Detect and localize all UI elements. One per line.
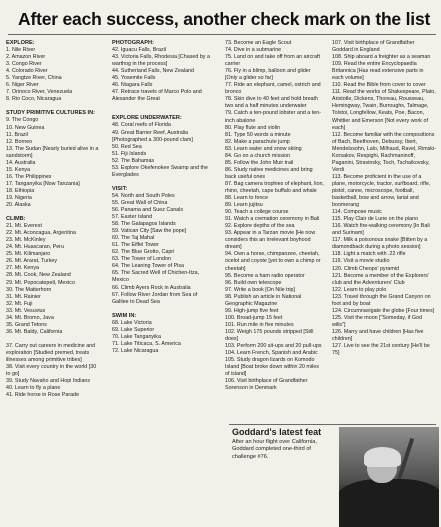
goal-item: 73. Become an Eagle Scout xyxy=(225,40,292,46)
goal-item: 30. The Matterhorn xyxy=(6,286,52,293)
section-heading: STUDY PRIMITIVE CULTURES IN: xyxy=(6,110,95,117)
goal-item: 63. The Tower of London xyxy=(112,256,171,263)
list-section xyxy=(112,313,213,355)
goal-item: 59. Vatican City [Saw the pope] xyxy=(112,228,187,235)
goal-item: 53. Explore Okefenokee Swamp and the Everglades xyxy=(112,164,208,178)
goal-item: 101. Run mile in five minutes xyxy=(225,321,294,328)
list-section xyxy=(6,110,102,209)
goal-item: 37. Carry out careers in medicine and exploration [Studied premed, treats illnesses among primitive tribes] xyxy=(6,342,96,363)
goal-item: 26. Mt. Ararat, Turkey xyxy=(6,258,58,265)
goal-item: 22. Mt. Aconcagua, Argentina xyxy=(6,230,76,237)
list-section xyxy=(112,186,213,306)
goal-item: 17. Tanganyika [Now Tanzania] xyxy=(6,180,80,187)
goal-item: 96. Build own telescope xyxy=(225,279,282,286)
goal-item: 116. Watch fire-walking ceremony [In Bali and Surinam] xyxy=(332,223,430,237)
goal-item: 16. The Philippines xyxy=(6,173,52,180)
goal-item: 52. The Bahamas xyxy=(112,157,155,164)
goal-item: 13. The Sudan [Nearly buried alive in a sandstorm] xyxy=(6,145,99,159)
goal-item: 104. Learn French, Spanish and Arabic xyxy=(225,350,318,357)
goal-item: 21. Mt. Everest xyxy=(6,223,42,230)
section-heading: PHOTOGRAPH: xyxy=(112,40,154,46)
goal-item: 18. Ethiopia xyxy=(6,187,35,194)
goal-item: 87. Bag camera trophies of elephant, lion, rhino, cheetah, cape buffalo and whale xyxy=(225,180,324,194)
goal-item: 43. Victoria Falls, Rhodesia [Chased by a warthog in the process] xyxy=(112,54,210,68)
goal-item: 90. Teach a college course xyxy=(225,209,289,216)
goal-item: 113. Become proficient in the use of a plane, motorcycle, tractor, surfboard, rifle, pistol, canoe, microscope, football, basketball, bow and arrow, lariat and boomerang xyxy=(332,173,431,209)
list-section xyxy=(332,40,436,357)
section-heading: EXPLORE UNDERWATER: xyxy=(112,115,182,122)
goal-item: 36. Mt. Baldy, California xyxy=(6,328,63,335)
goal-item: 42. Iguacu Falls, Brazil xyxy=(112,47,167,54)
goal-item: 71. Lake Titicaca, S. America xyxy=(112,340,181,347)
goal-item: 118. Light a match with .22 rifle xyxy=(332,251,406,258)
goal-item: 34. Mt. Bromo, Java xyxy=(6,314,54,321)
list-section xyxy=(6,343,102,399)
goal-item: 76. Fly in a blimp, balloon and glider [Only a glider so far] xyxy=(225,68,311,82)
list-column-4 xyxy=(332,40,436,364)
list-section xyxy=(6,216,102,336)
goal-item: 69. Lake Superior xyxy=(112,326,155,333)
photo-caption xyxy=(232,429,336,461)
goal-item: 111. Read the works of Shakespeare, Plato, Aristotle, Dickens, Thoreau, Rousseau, Hemingway, Twain, Burroughs, Talmage, Tolstoi, Longfellow, Keats, Poe, Bacon, Whittier and Emerson [Not every work of each] xyxy=(332,89,436,131)
pilot-photo xyxy=(339,427,439,527)
list-section xyxy=(112,40,213,103)
goal-item: 126. Marry and have children [Has five children] xyxy=(332,328,424,342)
goal-item: 58. The Galapagos Islands xyxy=(112,221,176,228)
goal-item: 102. Weigh 175 pounds stripped [Still does] xyxy=(225,328,314,342)
list-column-2 xyxy=(112,40,213,362)
goal-item: 27. Mt. Kenya xyxy=(6,265,39,272)
goal-item: 14. Australia xyxy=(6,159,36,166)
caption-heading: Goddard's latest feat xyxy=(232,427,322,437)
goal-item: 56. Panama and Suez Canals xyxy=(112,206,184,213)
goal-item: 25. Mt. Kilimanjaro xyxy=(6,251,51,258)
goal-item: 41. Ride horse in Rose Parade xyxy=(6,392,80,399)
goal-item: 65. The Sacred Well of Chichen-Itza, Mexico xyxy=(112,270,200,284)
goal-item: 20. Alaska xyxy=(6,202,31,209)
goal-item: 82. Make a parachute jump xyxy=(225,138,290,145)
goal-item: 38. Visit every country in the world [30 to go] xyxy=(6,364,97,378)
goal-item: 94. Own a horse, chimpanzee, cheetah, ocelot and coyote [yet to own a chimp or cheetah] xyxy=(225,251,321,272)
goal-item: 91. Watch a cremation ceremony in Bali xyxy=(225,216,320,223)
goal-item: 88. Learn to fence xyxy=(225,195,269,202)
title-divider xyxy=(8,34,436,35)
list-section xyxy=(6,40,102,103)
goal-item: 40. Learn to fly a plane xyxy=(6,385,61,392)
goal-item: 49. Great Barrier Reef, Australia [Photographed a 300-pound clam] xyxy=(112,129,193,143)
goal-item: 89. Learn jujitsu xyxy=(225,202,263,209)
caption-text: After an hour flight over California, Goddard completed one-third of challenge #76. xyxy=(232,438,317,460)
goal-item: 23. Mt. McKinley xyxy=(6,237,46,244)
goal-item: 8. Rio Coco, Nicaragua xyxy=(6,96,62,103)
caption-divider xyxy=(229,424,436,425)
goal-item: 1. Nile River xyxy=(6,47,36,54)
goal-item: 120. Climb Cheops' pyramid xyxy=(332,265,399,272)
goal-item: 123. Travel through the Grand Canyon on foot and by boat xyxy=(332,293,431,307)
goal-item: 12. Borneo xyxy=(6,138,33,145)
goal-item: 99. High-jump five feet xyxy=(225,307,279,314)
goal-item: 77. Ride an elephant, camel, ostrich and bronco xyxy=(225,82,321,96)
goal-item: 64. The Leaning Tower of Pisa xyxy=(112,263,184,270)
goal-item: 124. Circumnavigate the globe [Four times] xyxy=(332,307,435,314)
goal-item: 72. Lake Nicaragua xyxy=(112,347,159,354)
list-column-1 xyxy=(6,40,102,406)
goal-item: 119. Visit a movie studio xyxy=(332,258,390,265)
goal-item: 125. Visit the moon ["Someday, if God wills"] xyxy=(332,314,422,328)
goal-item: 54. North and South Poles xyxy=(112,192,175,199)
goal-item: 6. Niger River xyxy=(6,82,39,89)
goal-item: 86. Study native medicines and bring back useful ones xyxy=(225,166,313,180)
goal-item: 35. Grand Tetons xyxy=(6,321,47,328)
goal-item: 45. Yosemite Falls xyxy=(112,75,156,82)
goal-item: 50. Red Sea xyxy=(112,143,142,150)
goal-item: 84. Go on a church mission xyxy=(225,152,291,159)
goal-item: 108. Ship aboard a freighter as a seaman xyxy=(332,54,431,61)
goal-item: 127. Live to see the 21st century [He'll be 75] xyxy=(332,343,430,357)
goal-item: 95. Become a ham radio operator xyxy=(225,272,305,279)
goal-item: 105. Study dragon lizards on Komodo Island [Boat broke down within 20 miles of island] xyxy=(225,357,319,378)
goal-item: 109. Read the entire Encyclopaedia Britannica [Has read extensive parts in each volume] xyxy=(332,61,424,82)
goal-item: 103. Perform 200 sit-ups and 20 pull-ups xyxy=(225,343,322,350)
goal-item: 117. Milk a poisonous snake [Bitten by a diamondback during a photo session] xyxy=(332,237,428,251)
goal-item: 74. Dive in a submarine xyxy=(225,47,282,54)
goal-item: 9. The Congo xyxy=(6,117,39,124)
goal-item: 32. Mt. Fuji xyxy=(6,300,33,307)
goal-item: 70. Lake Tanganyika xyxy=(112,333,161,340)
goal-item: 61. The Eiffel Tower xyxy=(112,242,159,249)
goal-item: 112. Become familiar with the compositions of Bach, Beethoven, Debussy, Ibert, Mendelssohn, Lalo, Milhaud, Ravel, Rimski-Korsakov, Respighi, Rachmaninoff, Paganini, Stravinsky, Toch, Tschaikovsky, Verdi xyxy=(332,131,436,173)
list-column-3 xyxy=(225,40,324,399)
goal-item: 115. Play Clair de Lune on the piano xyxy=(332,216,419,223)
goal-item: 47. Retrace travels of Marco Polo and Alexander the Great xyxy=(112,89,202,103)
goal-item: 62. The Blue Grotto, Capri xyxy=(112,249,175,256)
page-title: After each success, another check mark on the list xyxy=(18,9,431,29)
goal-item: 5. Yangtze River, China xyxy=(6,75,62,82)
goal-item: 110. Read the Bible from cover to cover xyxy=(332,82,426,89)
goal-item: 122. Learn to play polo xyxy=(332,286,387,293)
goal-item: 24. Mt. Huascaran, Peru xyxy=(6,244,64,251)
goal-item: 68. Lake Victoria xyxy=(112,319,152,326)
goal-item: 28. Mt. Cook, New Zealand xyxy=(6,272,71,279)
goal-item: 7. Orinoco River, Venezuela xyxy=(6,89,73,96)
goal-item: 83. Learn water and snow skiing xyxy=(225,145,302,152)
goal-item: 98. Publish an article in National Geographic Magazine xyxy=(225,293,302,307)
goal-item: 3. Congo River xyxy=(6,61,42,68)
goal-item: 46. Niagara Falls xyxy=(112,82,153,89)
goal-item: 81. Type 50 words a minute xyxy=(225,131,291,138)
goal-item: 11. Brazil xyxy=(6,131,28,138)
goal-item: 10. New Guinea xyxy=(6,124,45,131)
goal-item: 66. Climb Ayers Rock in Australia xyxy=(112,284,191,291)
goal-item: 48. Coral reefs of Florida xyxy=(112,122,171,129)
goal-item: 29. Mt. Popocatepetl, Mexico xyxy=(6,279,75,286)
section-heading: SWIM IN: xyxy=(112,312,137,319)
goal-item: 55. Great Wall of China xyxy=(112,199,168,206)
goal-item: 60. The Taj Mahal xyxy=(112,235,155,242)
goal-item: 93. Appear in a Tarzan movie [He now considers this an irrelevant boyhood dream] xyxy=(225,230,316,251)
goal-item: 80. Play flute and violin xyxy=(225,124,280,131)
section-heading: EXPLORE: xyxy=(6,40,35,46)
goal-item: 114. Compose music xyxy=(332,209,382,216)
goal-item: 51. Fiji Islands xyxy=(112,150,147,157)
goal-item: 121. Become a member of the Explorers' club and the Adventurers' Club xyxy=(332,272,429,286)
goal-item: 106. Visit birthplace of Grandfather Sorenson in Denmark xyxy=(225,378,308,392)
goal-item: 67. Follow River Jordan from Sea of Galilee to Dead Sea xyxy=(112,291,198,305)
goal-item: 92. Explore depths of the sea xyxy=(225,223,295,230)
goal-item: 57. Easter Island xyxy=(112,214,153,221)
goal-item: 107. Visit birthplace of Grandfather Goddard in England xyxy=(332,40,415,54)
goal-item: 44. Sutherland Falls, New Zealand xyxy=(112,68,194,75)
goal-item: 39. Study Navaho and Hopi Indians xyxy=(6,378,91,385)
goal-item: 19. Nigeria xyxy=(6,194,32,201)
section-heading: CLIMB: xyxy=(6,216,26,223)
goal-item: 2. Amazon River xyxy=(6,54,46,61)
goal-item: 85. Follow the John Muir trail xyxy=(225,159,294,166)
goal-item: 97. Write a book [On Nile trip] xyxy=(225,286,295,293)
goal-item: 100. Broad-jump 15 feet xyxy=(225,314,283,321)
section-heading: VISIT: xyxy=(112,185,128,192)
goal-item: 15. Kenya xyxy=(6,166,31,173)
goal-item: 75. Land on and take off from an aircraft carrier xyxy=(225,54,320,68)
goal-item: 33. Mt. Vesuvius xyxy=(6,307,46,314)
list-section xyxy=(112,115,213,178)
goal-item: 31. Mt. Rainier xyxy=(6,293,41,300)
goal-item: 78. Skin dive to 40 feet and hold breath two and a half minutes underwater xyxy=(225,96,318,110)
goal-item: 79. Catch a ten-pound lobster and a ten-inch abalone xyxy=(225,110,321,124)
list-section xyxy=(225,40,324,392)
goal-item: 4. Colorado River xyxy=(6,68,48,75)
